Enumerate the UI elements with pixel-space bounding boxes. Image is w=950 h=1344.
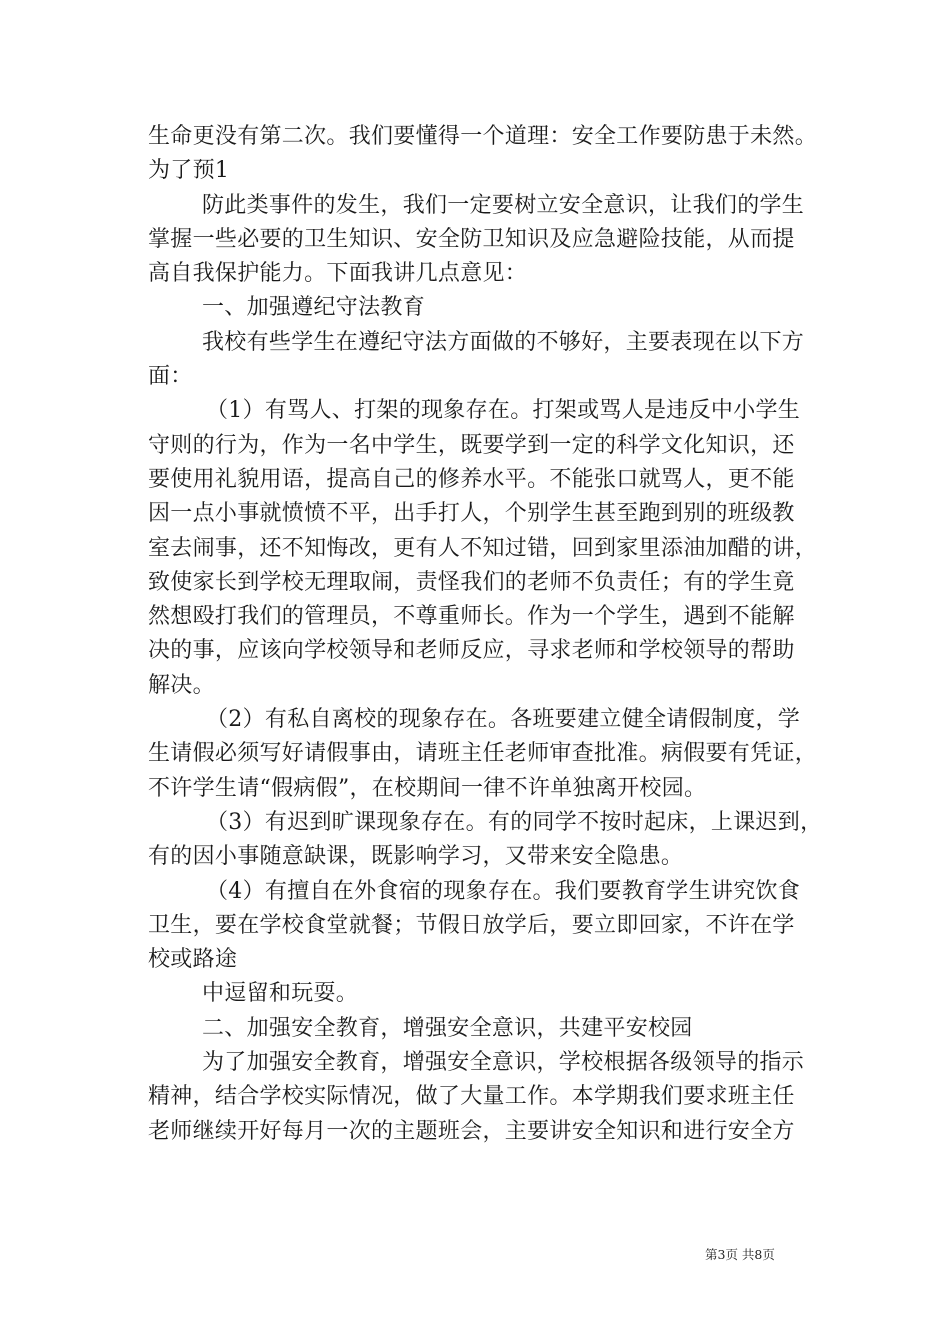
text-line: 高自我保护能力。下面我讲几点意见：: [148, 261, 528, 287]
text-line: 要使用礼貌用语，提高自己的修养水平。不能张口就骂人，更不能: [148, 466, 795, 492]
text-line: 解决。: [148, 672, 215, 698]
text-line: 因一点小事就愤愤不平，出手打人，个别学生甚至跑到别的班级教: [148, 501, 795, 527]
text-line: （3）有迟到旷课现象存在。有的同学不按时起床，上课迟到，: [206, 809, 823, 835]
text-line: 我校有些学生在遵纪守法方面做的不够好，主要表现在以下方: [202, 329, 805, 355]
text-line: 精神，结合学校实际情况，做了大量工作。本学期我们要求班主任: [148, 1084, 795, 1110]
text-line: 校或路途: [148, 947, 238, 973]
text-line: 守则的行为，作为一名中学生，既要学到一定的科学文化知识，还: [148, 432, 795, 458]
text-line: 防此类事件的发生，我们一定要树立安全意识，让我们的学生: [202, 192, 805, 218]
text-line: 卫生，要在学校食堂就餐；节假日放学后，要立即回家，不许在学: [148, 912, 795, 938]
text-line: 生命更没有第二次。我们要懂得一个道理：安全工作要防患于未然。: [148, 124, 818, 149]
text-line: 为了预1: [148, 158, 230, 184]
document-body: [148, 120, 823, 1149]
text-line: （1）有骂人、打架的现象存在。打架或骂人是违反中小学生: [206, 398, 801, 424]
page-number-footer: 第3页 共8页: [705, 1247, 775, 1262]
text-line: 一、加强遵纪守法教育: [202, 295, 426, 321]
text-line: 有的因小事随意缺课，既影响学习，又带来安全隐患。: [148, 844, 684, 870]
text-line: （4）有擅自在外食宿的现象存在。我们要教育学生讲究饮食: [206, 878, 801, 904]
text-line: 致使家长到学校无理取闹，责怪我们的老师不负责任；有的学生竟: [148, 569, 795, 595]
text-line: 面：: [148, 364, 193, 390]
text-line: 为了加强安全教育，增强安全意识，学校根据各级领导的指示: [202, 1050, 805, 1076]
text-line: （2）有私自离校的现象存在。各班要建立健全请假制度，学: [206, 707, 801, 733]
text-line: 中逗留和玩耍。: [202, 981, 359, 1007]
text-line: 室去闹事，还不知悔改，更有人不知过错，回到家里添油加醋的讲，: [148, 535, 818, 561]
text-line: 老师继续开好每月一次的主题班会，主要讲安全知识和进行安全方: [148, 1118, 795, 1144]
text-line: 生请假必须写好请假事由，请班主任老师审查批准。病假要有凭证，: [148, 741, 818, 767]
text-line: 决的事，应该向学校领导和老师反应，寻求老师和学校领导的帮助: [148, 638, 795, 664]
text-line: 不许学生请“假病假”，在校期间一律不许单独离开校园。: [148, 775, 707, 801]
text-line: 二、加强安全教育，增强安全意识，共建平安校园: [202, 1015, 693, 1041]
text-line: 掌握一些必要的卫生知识、安全防卫知识及应急避险技能，从而提: [148, 226, 795, 252]
text-line: 然想殴打我们的管理员，不尊重师长。作为一个学生，遇到不能解: [148, 604, 795, 630]
